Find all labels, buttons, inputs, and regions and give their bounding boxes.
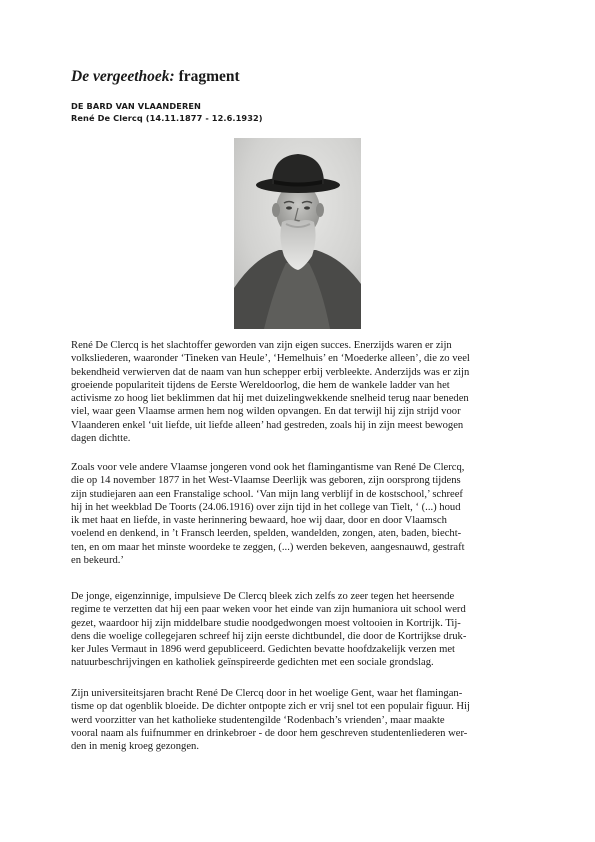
text-line: Vlaanderen enkel ‘uit liefde, uit liefde alleen’ had gestreden, zoals hij in zijn meest bewogen — [71, 419, 464, 431]
text-line: den in menig kroeg gezongen. — [71, 741, 199, 753]
subtitle-line-1: DE BARD VAN VLAANDEREN — [71, 101, 202, 111]
text-line: volksliederen, waaronder ‘Tineken van Heule’, ‘Hemelhuis’ en ‘Moederke alleen’, die zo veel — [71, 353, 470, 365]
text-line: Zoals voor vele andere Vlaamse jongeren vond ook het flamingantisme van René De Clercq, — [71, 462, 465, 473]
paragraph-4 — [71, 687, 531, 753]
paragraph-1 — [71, 339, 531, 445]
text-line: vooral naam als fuifnummer en drinkebroer - de door hem geschreven studentenliederen wer- — [71, 727, 468, 739]
text-line: die op 14 november 1877 in het West-Vlaamse Deerlijk was geboren, zijn oorsprong tijdens — [71, 475, 461, 487]
text-line: René De Clercq is het slachtoffer geworden van zijn eigen succes. Enerzijds waren er zijn — [71, 340, 452, 351]
text-line: dagen dichtte. — [71, 433, 131, 445]
text-line: Zijn universiteitsjaren bracht René De Clercq door in het woelige Gent, waar het flamingan- — [71, 688, 463, 699]
page-title — [71, 68, 240, 86]
text-line: ker Jules Vermaut in 1896 werd gepubliceerd. Gedichten bevatte hoofdzakelijk verzen met — [71, 644, 455, 656]
text-line: dens die woelige collegejaren schreef hij zijn eerste dichtbundel, die door de Kortrijkse druk- — [71, 630, 467, 642]
text-line: regime te verzetten dat hij een paar weken voor het einde van zijn humaniora uit school werd — [71, 604, 466, 616]
title-italic: De vergeethoek: — [71, 68, 175, 85]
text-line: gezet, waardoor hij zijn middelbare studie noodgedwongen moest voltooien in Kortrijk. Tij- — [71, 617, 461, 629]
text-line: De jonge, eigenzinnige, impulsieve De Clercq bleek zich zelfs zo zeer tegen het heersende — [71, 591, 455, 602]
paragraph-2 — [71, 461, 531, 567]
text-line: natuurbeschrijvingen en katholiek geïnspireerde gedichten met een sociale grondslag. — [71, 657, 434, 669]
text-line: ik met haat en liefde, in vaste herinnering bewaard, hoe wij daar, door en door Vlaamsch — [71, 515, 447, 527]
text-line: voelend en denkend, in ’t Fransch leerden, spelden, wandelden, zongen, aten, baden, biecht- — [71, 528, 462, 540]
text-line: tisme op dat ogenblik bloeide. De dichter ontpopte zich er vrij snel tot een populair figuur. Hij — [71, 701, 470, 713]
paragraph-3 — [71, 590, 531, 670]
title-rest: fragment — [174, 68, 240, 85]
text-line: en bekeurd.’ — [71, 555, 124, 567]
text-line: ten, en om maar het minste woordeke te zeggen, (...) werden bekeven, aangesnauwd, gestraft — [71, 541, 465, 553]
text-line: hij in het weekblad De Toorts (24.06.1916) over zijn tijd in het college van Tielt, ‘ (...) houd — [71, 501, 461, 513]
text-line: activisme zo hoog liet beklimmen dat hij met duizelingwekkende snelheid terug naar beneden — [71, 393, 469, 405]
text-line: viel, waar geen Vlaamse armen hem nog wilden opvangen. En dat terwijl hij zijn strijd voor — [71, 406, 461, 418]
portrait-photo — [234, 138, 361, 329]
text-line: zijn studiejaren aan een Franstalige school. ‘Van mijn lang verblijf in de kostschool,’ schreef — [71, 488, 463, 500]
subtitle-line-2: René De Clercq (14.11.1877 - 12.6.1932) — [71, 113, 263, 123]
text-line: groeiende populariteit tijdens de Eerste Wereldoorlog, die hem de wankele ladder van het — [71, 379, 450, 391]
text-line: bekendheid verwierven dat de naam van hun schepper erbij verbleekte. Anderzijds was er zijn — [71, 366, 470, 378]
text-line: werd voorzitter van het katholieke studentengilde ‘Rodenbach’s vrienden’, maar maakte — [71, 714, 445, 726]
